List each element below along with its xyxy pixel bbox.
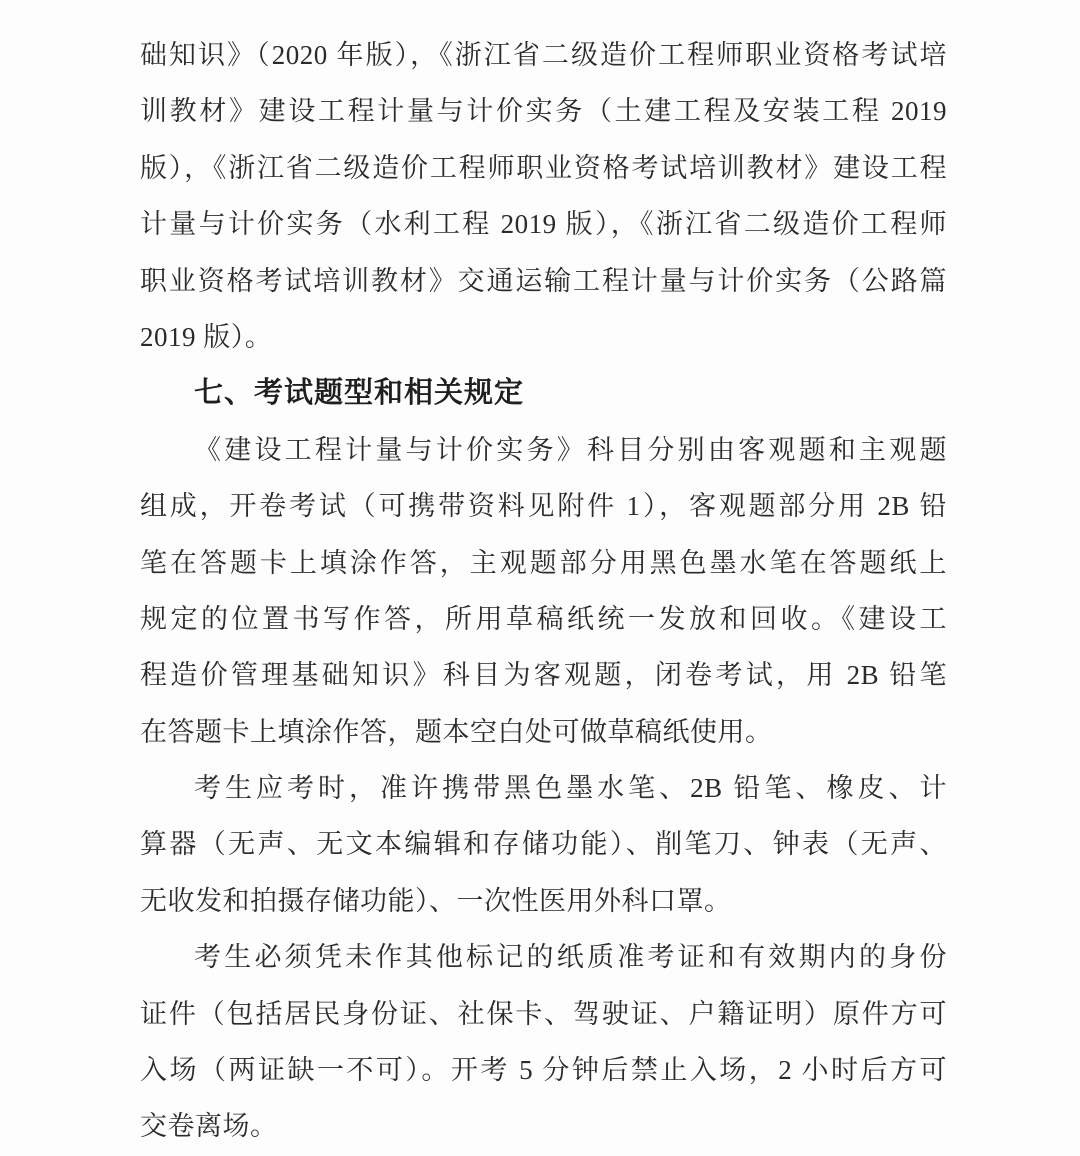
text-line: 算器（无声、无文本编辑和存储功能）、削笔刀、钟表（无声、 bbox=[140, 829, 947, 860]
text-line: 无收发和拍摄存储功能）、一次性医用外科口罩。 bbox=[140, 885, 732, 916]
text-line: 职业资格考试培训教材》交通运输工程计量与计价实务（公路篇 bbox=[140, 265, 947, 296]
text-line: 组成，开卷考试（可携带资料见附件 1），客观题部分用 2B 铅 bbox=[140, 491, 947, 522]
document-body bbox=[140, 27, 947, 1155]
text-line: 2019 版）。 bbox=[140, 321, 273, 352]
text-line: 础知识》（2020 年版），《浙江省二级造价工程师职业资格考试培 bbox=[140, 40, 947, 70]
text-line: 程造价管理基础知识》科目为客观题，闭卷考试，用 2B 铅笔 bbox=[140, 660, 947, 691]
text-line: 证件（包括居民身份证、社保卡、驾驶证、户籍证明）原件方可 bbox=[140, 998, 947, 1029]
text-line: 训教材》建设工程计量与计价实务（土建工程及安装工程 2019 bbox=[140, 96, 947, 127]
text-line: 交卷离场。 bbox=[140, 1111, 278, 1142]
section-heading: 七、考试题型和相关规定 bbox=[194, 377, 525, 410]
text-line: 考生必须凭未作其他标记的纸质准考证和有效期内的身份 bbox=[194, 942, 947, 973]
text-line: 考生应考时，准许携带黑色墨水笔、2B 铅笔、橡皮、计 bbox=[194, 773, 947, 804]
text-line: 版），《浙江省二级造价工程师职业资格考试培训教材》建设工程 bbox=[140, 152, 947, 183]
text-line: 《建设工程计量与计价实务》科目分别由客观题和主观题 bbox=[194, 434, 947, 465]
text-line: 规定的位置书写作答，所用草稿纸统一发放和回收。《建设工 bbox=[140, 603, 947, 634]
text-line: 计量与计价实务（水利工程 2019 版），《浙江省二级造价工程师 bbox=[140, 209, 947, 240]
text-line: 在答题卡上填涂作答，题本空白处可做草稿纸使用。 bbox=[140, 716, 773, 747]
text-line: 入场（两证缺一不可）。开考 5 分钟后禁止入场，2 小时后方可 bbox=[140, 1055, 947, 1086]
text-line: 笔在答题卡上填涂作答，主观题部分用黑色墨水笔在答题纸上 bbox=[140, 547, 947, 578]
